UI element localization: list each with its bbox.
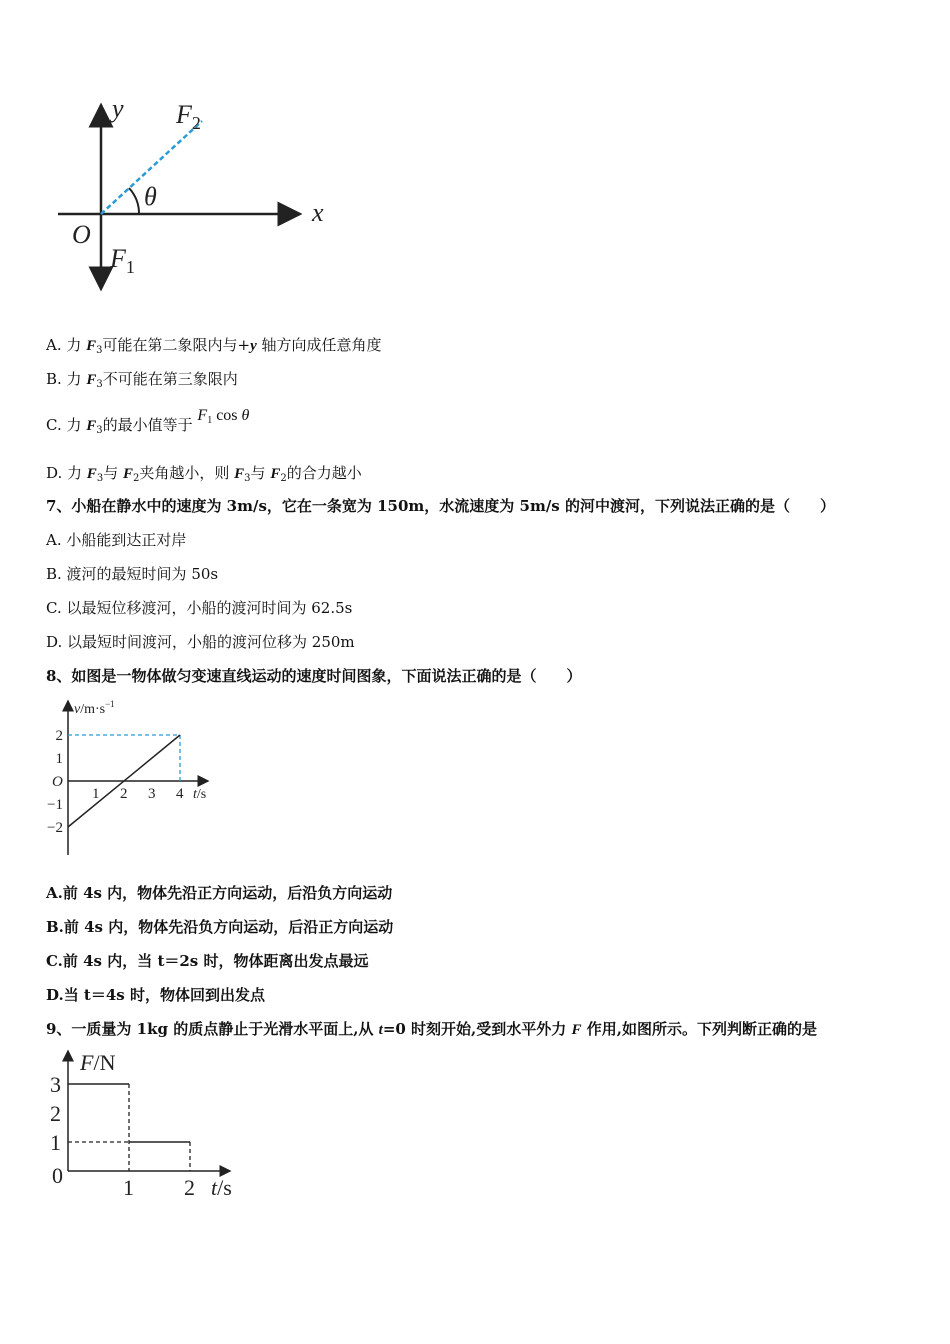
x-axis-label: x <box>312 198 324 227</box>
vt-y-label: $v/m\cdot s^{-1}$ <box>74 699 115 717</box>
var-f: F <box>86 338 97 354</box>
vt-x-tick-label: 1 <box>92 786 100 802</box>
q8-option-a: A.前 4s 内，物体先沿正方向运动，后沿负方向运动 <box>46 884 393 902</box>
y-axis-label: y <box>112 95 124 123</box>
ft-y-tick-label: 1 <box>50 1130 61 1155</box>
q9-stem <box>46 1019 817 1040</box>
force-diagram <box>50 95 350 295</box>
ft-y-tick-label: 2 <box>50 1101 61 1126</box>
q6-option-a <box>46 335 382 361</box>
var-sub: 2 <box>280 473 287 484</box>
q6-option-b <box>46 369 238 395</box>
q8-stem: 8、如图是一物体做匀变速直线运动的速度时间图象，下面说法正确的是（ ） <box>46 667 582 685</box>
var-sub: 3 <box>96 345 103 356</box>
formula-cos: cos <box>216 407 238 424</box>
var-f: F <box>86 418 97 434</box>
force-time-chart <box>40 1045 250 1205</box>
option-text: 不可能在第三象限内 <box>102 370 238 388</box>
q8-option-b: B.前 4s 内，物体先沿负方向运动，后沿正方向运动 <box>46 918 394 936</box>
vt-x-tick-label: 3 <box>148 786 156 802</box>
ft-x-tick-label: 1 <box>123 1175 134 1200</box>
option-text: B. 力 <box>46 370 87 388</box>
option-text: 可能在第二象限内与+ <box>102 336 251 354</box>
theta-label: θ <box>144 182 157 211</box>
vt-x-tick-label: 4 <box>176 786 184 802</box>
stem-text: 9、一质量为 1kg 的质点静止于光滑水平面上,从 <box>46 1020 379 1038</box>
option-text: 的最小值等于 <box>102 416 198 434</box>
var-f: F <box>122 466 133 482</box>
option-text: 的合力越小 <box>286 464 362 482</box>
var-sub: 3 <box>96 379 103 390</box>
f1-label: $F_1$ <box>110 244 135 277</box>
var-y: y <box>250 338 257 354</box>
stem-text: 作用,如图所示。下列判断正确的是 <box>581 1020 817 1038</box>
stem-text: =0 时刻开始,受到水平外力 <box>382 1020 572 1038</box>
vt-x-label: t/s <box>193 787 207 802</box>
option-text: 与 <box>103 464 123 482</box>
ft-y-label: F/N <box>80 1050 116 1075</box>
angle-arc <box>129 188 139 214</box>
option-text: 轴方向成任意角度 <box>256 336 382 354</box>
var-f: F <box>86 466 97 482</box>
q7-stem: 7、小船在静水中的速度为 3m/s，它在一条宽为 150m，水流速度为 5m/s 的河中渡河，下列说法正确的是（ ） <box>46 497 835 515</box>
formula <box>197 407 249 424</box>
f2-label: $F_2$ <box>176 100 201 133</box>
vt-origin-label: O <box>52 774 63 790</box>
ft-y-tick-label: 3 <box>50 1072 61 1097</box>
q6-option-d <box>46 463 362 489</box>
var-f: F <box>270 466 281 482</box>
ft-x-tick-label: 2 <box>184 1175 195 1200</box>
q8-option-c: C.前 4s 内，当 t＝2s 时，物体距离出发点最远 <box>46 952 369 970</box>
q7-option-b: B. 渡河的最短时间为 50s <box>46 565 219 583</box>
option-text: D. 力 <box>46 464 87 482</box>
var-f: F <box>234 466 245 482</box>
formula-var: F <box>197 407 208 424</box>
option-text: C. 力 <box>46 416 87 434</box>
var-sub: 3 <box>96 473 104 484</box>
formula-sub: 1 <box>207 415 213 426</box>
option-text: 与 <box>250 464 271 482</box>
formula-theta: θ <box>241 407 250 424</box>
vt-y-tick-label: 2 <box>55 728 63 744</box>
option-text: A. 力 <box>46 336 87 354</box>
q7-option-d: D. 以最短时间渡河，小船的渡河位移为 250m <box>46 633 355 651</box>
var-t: t <box>378 1022 383 1038</box>
vt-x-tick-label: 2 <box>120 786 128 802</box>
var-sub: 2 <box>132 473 140 484</box>
var-f: F <box>571 1022 582 1038</box>
ft-origin-label: 0 <box>52 1163 63 1188</box>
var-sub: 3 <box>244 473 251 484</box>
vt-y-tick-label: 1 <box>55 751 63 767</box>
option-text: 夹角越小，则 <box>139 464 235 482</box>
var-f: F <box>86 372 97 388</box>
origin-label: O <box>72 220 91 249</box>
var-sub: 3 <box>96 425 103 436</box>
q6-option-c <box>46 407 250 441</box>
vt-y-tick-label: −1 <box>47 797 63 813</box>
q7-option-a: A. 小船能到达正对岸 <box>46 531 187 549</box>
q8-option-d: D.当 t＝4s 时，物体回到出发点 <box>46 986 265 1004</box>
vt-y-tick-label: −2 <box>47 820 63 836</box>
q7-option-c: C. 以最短位移渡河，小船的渡河时间为 62.5s <box>46 599 353 617</box>
ft-x-label: t/s <box>211 1175 232 1200</box>
velocity-time-chart <box>40 695 230 860</box>
